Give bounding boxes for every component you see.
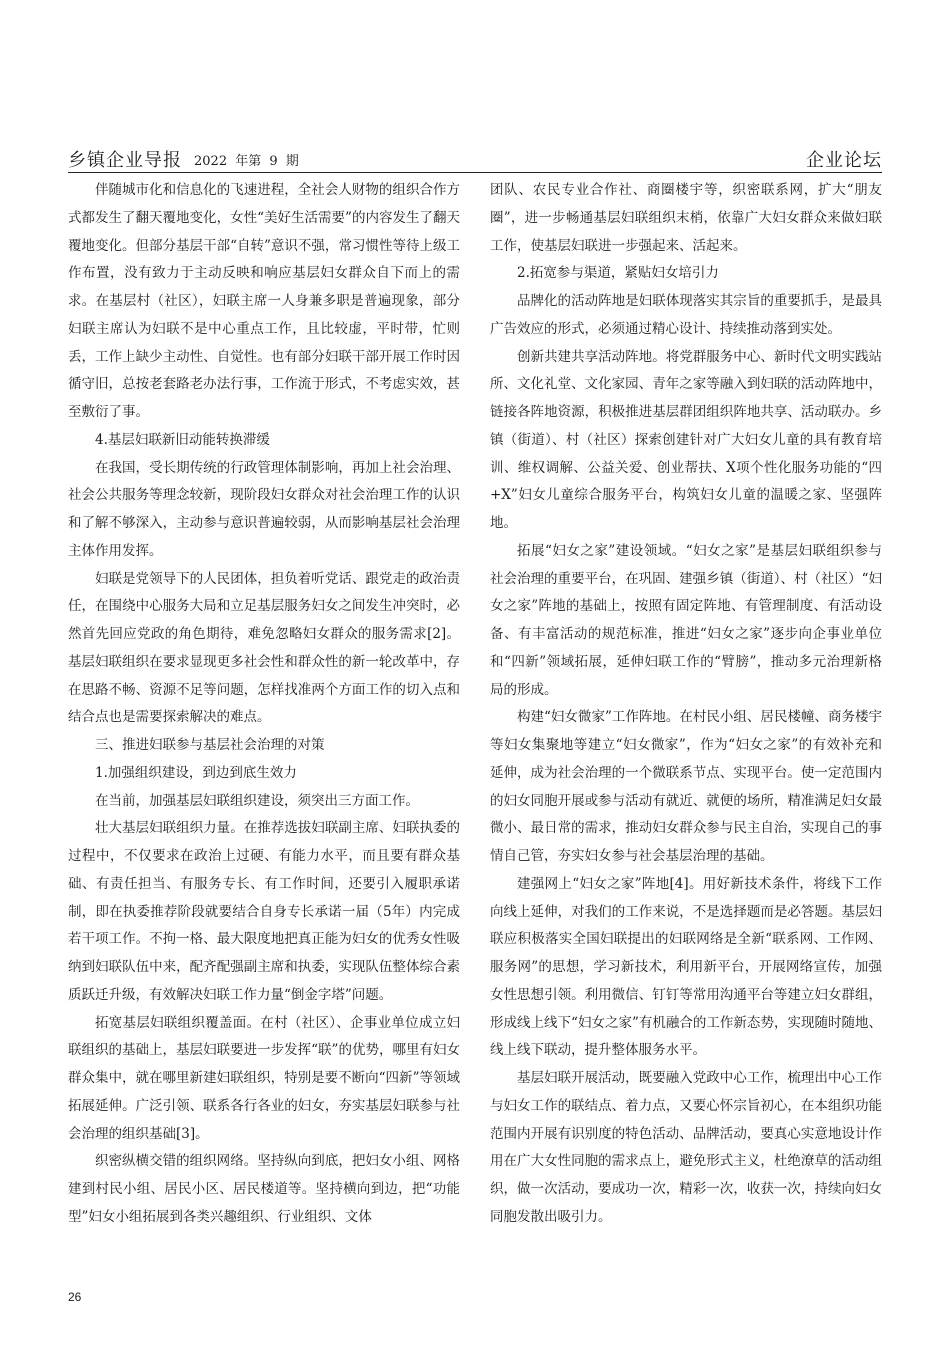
paragraph: 基层妇联开展活动，既要融入党政中心工作，梳理出中心工作与妇女工作的联结点、着力点，又要心怀宗旨初心，在本组织功能范围内开展有识别度的特色活动、品牌活动，要真心实意地设计作用在广大女性同胞的需求点上，避免形式主义，杜绝潦草的活动组织，做一次活动，要成功一次，精彩一次，收获一次，持续向妇女同胞发散出吸引力。 [490, 1070, 882, 1225]
paragraph: 伴随城市化和信息化的飞速进程，全社会人财物的组织合作方式都发生了翻天覆地变化，女性“美好生活需要”的内容发生了翻天覆地变化。但部分基层干部“自转”意识不强，常习惯性等待上级工作布置，没有致力于主动反映和响应基层妇女群众自下而上的需求。在基层村（社区），妇联主席一人身兼多职是普遍现象，部分妇联主席认为妇联不是中心重点工作，且比较虚，平时带，忙则丢，工作上缺少主动性、自觉性。也有部分妇联干部开展工作时因循守旧，总按老套路老办法行事，工作流于形式，不考虑实效，甚至敷衍了事。 [68, 182, 460, 420]
page-number: 26 [68, 1290, 82, 1304]
subheading: 2.拓宽参与渠道，紧贴妇女培引力 [517, 265, 719, 282]
paragraph: 壮大基层妇联组织力量。在推荐选拔妇联副主席、妇联执委的过程中，不仅要求在政治上过硬、有能力水平，而且要有群众基础、有责任担当、有服务专长、有工作时间，还要引入履职承诺制，即在执委推荐阶段就要结合自身专长承诺一届（5年）内完成若干项工作。不拘一格、最大限度地把真正能为妇女的优秀女性吸纳到妇联队伍中来，配齐配强副主席和执委，实现队伍整体综合素质跃迁升级，有效解决妇联工作力量“倒金字塔”问题。 [68, 820, 460, 1003]
journal-title: 乡镇企业导报 [68, 150, 182, 171]
paragraph: 建强网上“妇女之家”阵地[4]。用好新技术条件，将线下工作向线上延伸，对我们的工作来说，不是选择题而是必答题。基层妇联应积极落实全国妇联提出的妇联网络是全新“联系网、工作网、服务网”的思想，学习新技术，利用新平台，开展网络宣传，加强女性思想引领。利用微信、钉钉等常用沟通平台等建立妇女群组，形成线上线下“妇女之家”有机融合的工作新态势，实现随时随地、线上线下联动，提升整体服务水平。 [490, 875, 882, 1059]
paragraph: 在当前，加强基层妇联组织建设，须突出三方面工作。 [95, 792, 419, 809]
paragraph: 妇联是党领导下的人民团体，担负着听党话、跟党走的政治责任，在围绕中心服务大局和立足基层服务妇女之间发生冲突时，必然首先回应党政的角色期待，难免忽略妇女群众的服务需求[2]。基层妇联组织在要求显现更多社会性和群众性的新一轮改革中，存在思路不畅、资源不足等问题，怎样找准两个方面工作的切入点和结合点也是需要探索解决的难点。 [68, 570, 460, 726]
paragraph: 拓展“妇女之家”建设领域。“妇女之家”是基层妇联组织参与社会治理的重要平台，在巩固、建强乡镇（街道）、村（社区）“妇女之家”阵地的基础上，按照有固定阵地、有管理制度、有活动设备、有丰富活动的规范标准，推进“妇女之家”逐步向企事业单位和“四新”领域拓展，延伸妇联工作的“臂膀”，推动多元治理新格局的形成。 [490, 542, 882, 698]
issue-label: 2022 年第 9 期 [194, 154, 299, 169]
paragraph-continued: 团队、农民专业合作社、商圈楼宇等，织密联系网，扩大“朋友圈”，进一步畅通基层妇联组织末梢，依靠广大妇女群众来做妇联工作，使基层妇联进一步强起来、活起来。 [490, 182, 882, 254]
subheading: 1.加强组织建设，到边到底生效力 [95, 764, 297, 781]
paragraph: 织密纵横交错的组织网络。坚持纵向到底，把妇女小组、网格建到村民小组、居民小区、居民楼道等。坚持横向到边，把“功能型”妇女小组拓展到各类兴趣组织、行业组织、文体 [68, 1153, 460, 1225]
page-header [68, 146, 882, 172]
paragraph: 构建“妇女微家”工作阵地。在村民小组、居民楼幢、商务楼宇等妇女集聚地等建立“妇女微家”，作为“妇女之家”的有效补充和延伸，成为社会治理的一个微联系节点、实现平台。使一定范围内的妇女同胞开展或参与活动有就近、就便的场所，精准满足妇女最微小、最日常的需求，推动妇女群众参与民主自治，实现自己的事情自己管，夯实妇女参与社会基层治理的基础。 [490, 709, 882, 864]
header-rule [68, 172, 882, 173]
left-column [68, 177, 460, 1232]
paragraph: 品牌化的活动阵地是妇联体现落实其宗旨的重要抓手，是最具广告效应的形式，必须通过精心设计、持续推动落到实处。 [490, 293, 882, 337]
section-title: 企业论坛 [806, 150, 882, 171]
paragraph: 拓宽基层妇联组织覆盖面。在村（社区）、企事业单位成立妇联组织的基础上，基层妇联要进一步发挥“联”的优势，哪里有妇女群众集中，就在哪里新建妇联组织，特别是要不断向“四新”等领域拓展延伸。广泛引领、联系各行各业的妇女，夯实基层妇联参与社会治理的组织基础[3]。 [68, 1014, 460, 1142]
subheading: 4.基层妇联新旧动能转换滞缓 [95, 431, 270, 448]
right-column [490, 177, 882, 1232]
paragraph: 创新共建共享活动阵地。将党群服务中心、新时代文明实践站所、文化礼堂、文化家园、青年之家等融入到妇联的活动阵地中，链接各阵地资源，积极推进基层群团组织阵地共享、活动联办。乡镇（街道）、村（社区）探索创建针对广大妇女儿童的具有教育培训、维权调解、公益关爱、创业帮扶、X项个性化服务功能的“四+X”妇女儿童综合服务平台，构筑妇女儿童的温暖之家、坚强阵地。 [490, 348, 882, 531]
paragraph: 在我国，受长期传统的行政管理体制影响，再加上社会治理、社会公共服务等理念较新，现阶段妇女群众对社会治理工作的认识和了解不够深入，主动参与意识普遍较弱，从而影响基层社会治理主体作用发挥。 [68, 459, 460, 559]
section-heading: 三、推进妇联参与基层社会治理的对策 [95, 737, 325, 753]
